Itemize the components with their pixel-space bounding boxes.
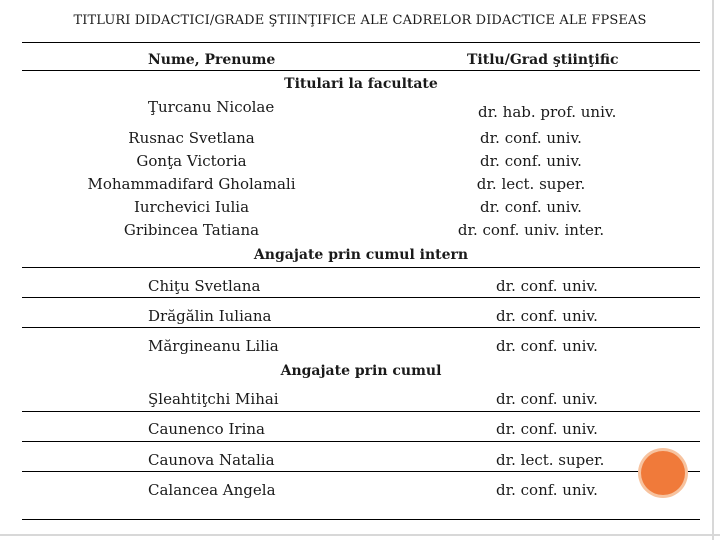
row-name: Mohammadifard Gholamali: [87, 175, 296, 193]
row-name: Rusnac Svetlana: [128, 129, 255, 147]
row-name: Caunova Natalia: [148, 451, 275, 469]
row-title: dr. conf. univ.: [496, 481, 598, 499]
row-name: Şleahtiţchi Mihai: [148, 390, 279, 408]
row-title: dr. conf. univ.: [496, 337, 598, 355]
row-name: Caunenco Irina: [148, 420, 265, 438]
row-name: Calancea Angela: [148, 481, 276, 499]
row-title: dr. conf. univ.: [496, 420, 598, 438]
section-label: Titulari la facultate: [284, 76, 438, 92]
slide-frame-bottom: [0, 534, 720, 536]
row-divider: [22, 267, 700, 268]
row-title: dr. hab. prof. univ.: [478, 103, 617, 121]
staff-table: [22, 42, 700, 520]
row-title: dr. conf. univ.: [480, 198, 582, 216]
page-title: TITLURI DIDACTICI/GRADE ŞTIINŢIFICE ALE CADRELOR DIDACTICE ALE FPSEAS: [73, 13, 647, 28]
row-name: Mărgineanu Lilia: [148, 337, 279, 355]
section-label: Angajate prin cumul intern: [253, 247, 469, 263]
orange-circle-decoration: [641, 451, 685, 495]
row-title: dr. lect. super.: [476, 175, 586, 193]
row-divider: [22, 327, 700, 328]
row-title: dr. conf. univ.: [480, 152, 582, 170]
section-label: Angajate prin cumul: [280, 363, 442, 379]
row-name: Chiţu Svetlana: [148, 277, 261, 295]
row-name: Iurchevici Iulia: [133, 198, 250, 216]
row-title: dr. lect. super.: [496, 451, 605, 469]
row-name: Drăgălin Iuliana: [148, 307, 272, 325]
row-title: dr. conf. univ.: [496, 277, 598, 295]
row-title: dr. conf. univ. inter.: [457, 221, 605, 239]
row-divider: [22, 297, 700, 298]
row-divider: [22, 441, 700, 442]
row-title: dr. conf. univ.: [496, 390, 598, 408]
row-divider: [22, 471, 700, 472]
row-name: Ţurcanu Nicolae: [148, 98, 275, 116]
header-divider: [22, 70, 700, 71]
header-title: Titlu/Grad ştiinţific: [467, 52, 619, 68]
row-title: dr. conf. univ.: [480, 129, 582, 147]
row-name: Gonţa Victoria: [136, 152, 247, 170]
header-name: Nume, Prenume: [148, 52, 276, 68]
row-title: dr. conf. univ.: [496, 307, 598, 325]
row-name: Gribincea Tatiana: [123, 221, 260, 239]
row-divider: [22, 411, 700, 412]
slide-frame-right: [712, 0, 714, 540]
